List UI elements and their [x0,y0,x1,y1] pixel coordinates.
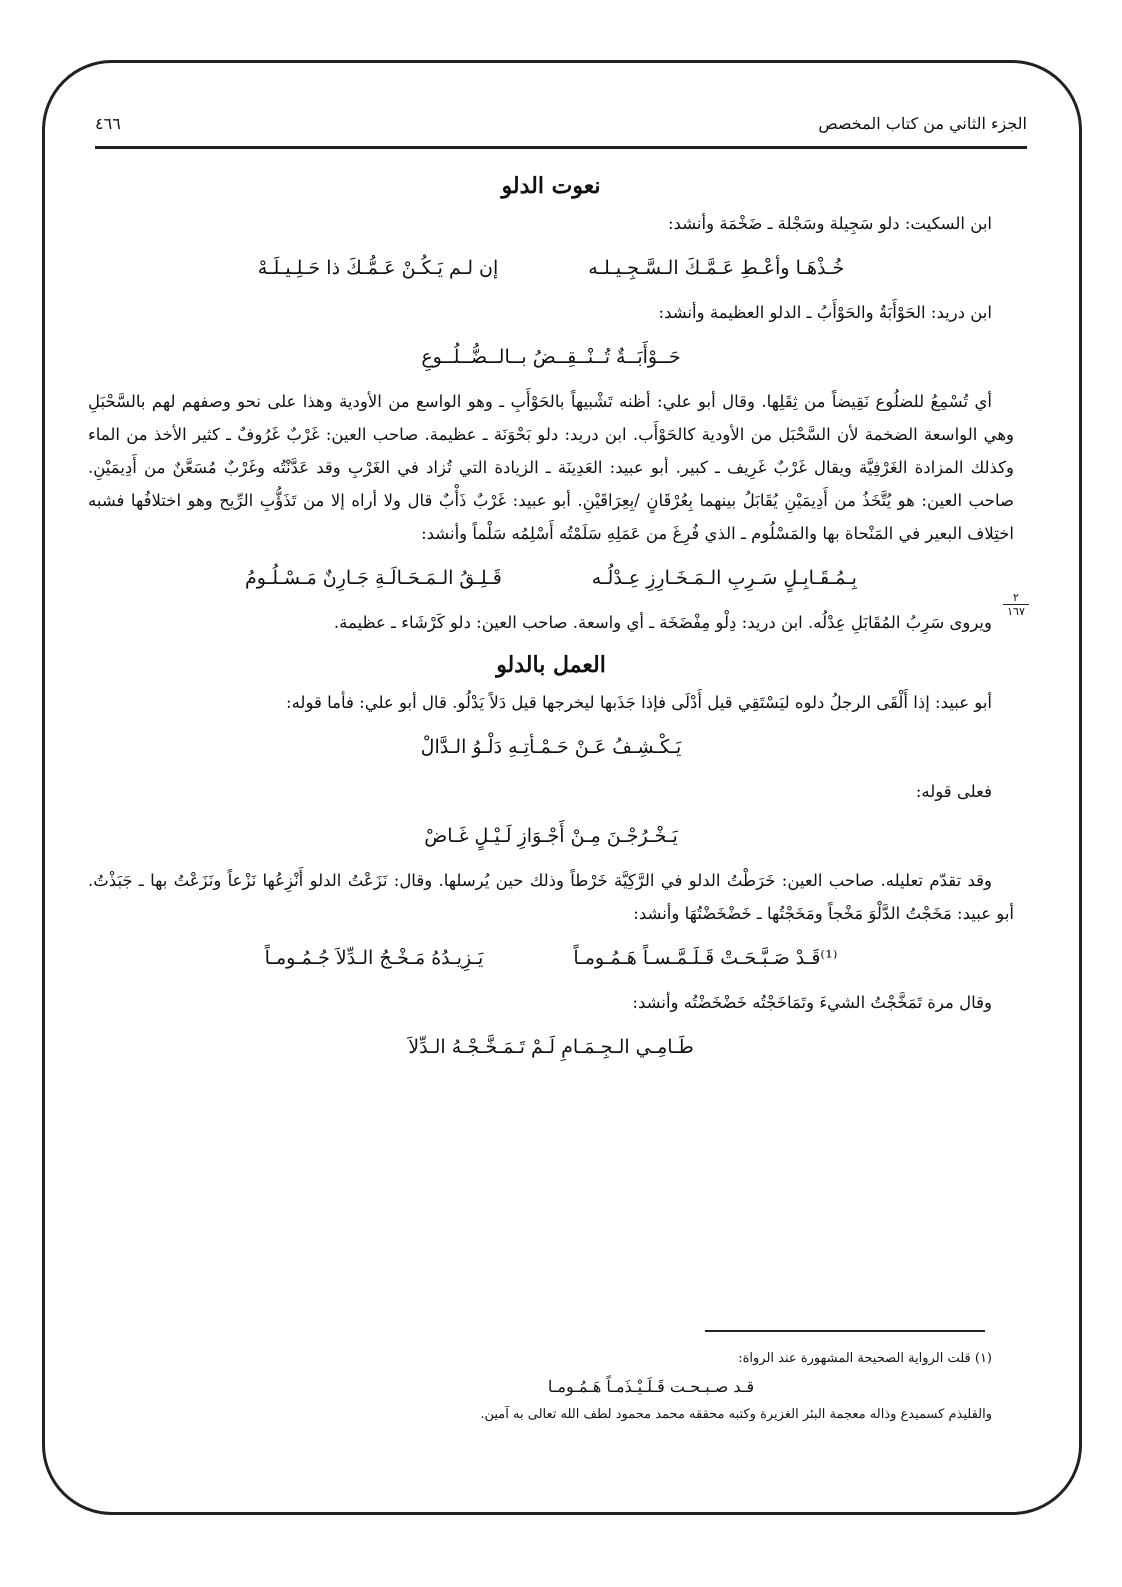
paragraph: أي تُسْمِعُ للضلُوع نَقِيضاً من ثِقَلِها. وقال أبو علي: أظنه تَشْبيهاً بالحَوْأَبِ ـ وهو الواسع من الأودية وهذا على نحو وصفهم لهم بالسَّحْبَلِ وهي الواسعة الضخمة لأن السَّحْبَل من الأودية كالحَوْأَب. ابن دريد: دلو بَحْوَنَة ـ عظيمة. صاحب العين: غَرْبٌ غَرُوفٌ ـ كثير الأخذ من الماء وكذلك المزادة الغَرْفِيَّة ويقال غَرْبٌ غَرِيف ـ كبير. أبو عبيد: العَدِينَة ـ الزيادة التي تُزاد في الغَرْبِ وقد عَدَّنْتُه وغَرْبٌ مُسَعَّنٌ من أَدِيمَيْنِ. صاحب العين: هو يُتَّخَذُ من أَدِيمَيْنِ يُقَابَلُ بينهما بِعُرْقَانٍ /بِعِرَاقَيْنِ. أبو عبيد: غَرْبٌ ذَأْبٌ قال ولا أراه إلا من تَذَؤُّبِ الرِّيح وهو اختلافُها فشبه اختِلاف البعير في المَنْحاة بها والمَسْلُوم ـ الذي فُرِغَ من عَمَلِهِ سَلَمْتُه أَسْلِمُه سَلْماً وأنشد: [88,392,1014,543]
verse-couplet [88,938,1014,978]
verse-line: يَـكْـشِـفُ عَـنْ حَـمْـأتِـهِ دَلْـوُ الـدَّالْ [420,736,682,758]
paragraph: وقال مرة تَمَخَّجْتُ الشيءَ وتَمَاخَجْتُه خَضْخَضْتُه وأنشد: [632,993,992,1012]
verse-couplet [88,248,1014,288]
main-text [88,160,1014,1075]
page-header [95,100,1027,149]
verse-line: حَــوْأَبَــةٌ تُــنْــقِــضُ بــالــضُّــلُــوعِ [421,346,681,368]
verse-hemistich: يَـزِيـدُهُ مَـخْـجُ الـدِّلاَ جُـمُـومـاً [264,947,484,969]
verse-hemistich: بِـمُـقَـابِـلٍ سَـرِبِ الـمَـخَـارِزِ عِـدْلُـه [591,567,857,589]
section-title-2: العمل بالدلو [496,652,606,678]
footnote-divider [705,1330,985,1332]
verse-couplet [88,558,1014,598]
paragraph: ابن السكيت: دلو سَجِيلة وسَجْلة ـ ضَخْمَة وأنشد: [667,214,992,233]
footnote-verse: قـد صـبـحـت قَـلَـيْـذَمـاً هَـمُـومـا [547,1377,755,1396]
footnote-line: والقليذم كسميدع وذاله معجمة البئر الغزيرة وكتبه محققه محمد محمود لطف الله تعالى به آمين. [480,1407,992,1422]
running-title: الجزء الثاني من كتاب المخصص [818,113,1027,133]
section-title-1: نعوت الدلو [501,173,601,199]
paragraph: فعلى قوله: [915,782,992,801]
footnote-line: (١) قلت الرواية الصحيحة المشهورة عند الرواة: [738,1351,992,1366]
paragraph: أبو عبيد: إذا أَلْقَى الرجلُ دلوه ليَسْتَقِي قيل أَدْلَى فإذا جَذَبها ليخرجها قيل دَلاً يَدْلُو. قال أبو علي: فأما قوله: [286,693,992,712]
verse-hemistich: خُـذْهَـا وأعْـطِ عَـمَّـكَ الـسَّـجِـيـلـه [588,257,845,279]
verse-line: يَـخْـرُجْـنَ مِـنْ أَجْـوَازِ لَـيْـلٍ غَـاضْ [424,825,678,847]
page-number: ٤٦٦ [95,113,121,133]
verse-hemistich: ⁽¹⁾قَـدْ صَـبَّـحَـتْ قَـلَـمَّـسـاً هَـمُـومـاً [573,947,838,969]
paragraph: وقد تقدّم تعليله. صاحب العين: خَرَطْتُ الدلو في الرَّكِيَّة خَرْطاً وذلك حين يُرسلها. وقال: نَزَعْتُ الدلو أَنْزِعُها نَزْعاً ونَزَعْتُ بها ـ جَبَذْتُ. أبو عبيد: مَخَجْتُ الدَّلْوَ مَخْجاً ومَخَجْتُها ـ خَضْخَضْتُهَا وأنشد: [88,871,1014,923]
paragraph: ويروى سَرِبُ المُقَابَلِ عِدْلُه. ابن دريد: دِلْو مِفْضَخَة ـ أي واسعة. صاحب العين: دلو كَرْشَاء ـ عظيمة. [333,613,992,632]
margin-reference-top: ٢ [1003,591,1029,605]
paragraph: ابن دريد: الحَوْأَبَةُ والحَوْأَبُ ـ الدلو العظيمة وأنشد: [658,303,992,322]
margin-reference-bottom: ١٦٧ [1007,605,1025,618]
verse-hemistich: إن لـم يَـكُـنْ عَـمُّـكَ ذا حَـلِـيـلَـهْ [257,257,499,279]
verse-hemistich: قَـلِـقُ الـمَـحَـالَـةِ جَـارِنٌ مَـسْـلُـومُ [245,567,502,589]
verse-line: طَـامِـي الـجِـمَـامِ لَـمْ تَـمَـخَّـجْـهُ الـدِّلاَ [408,1036,694,1058]
footnotes [140,1345,992,1429]
